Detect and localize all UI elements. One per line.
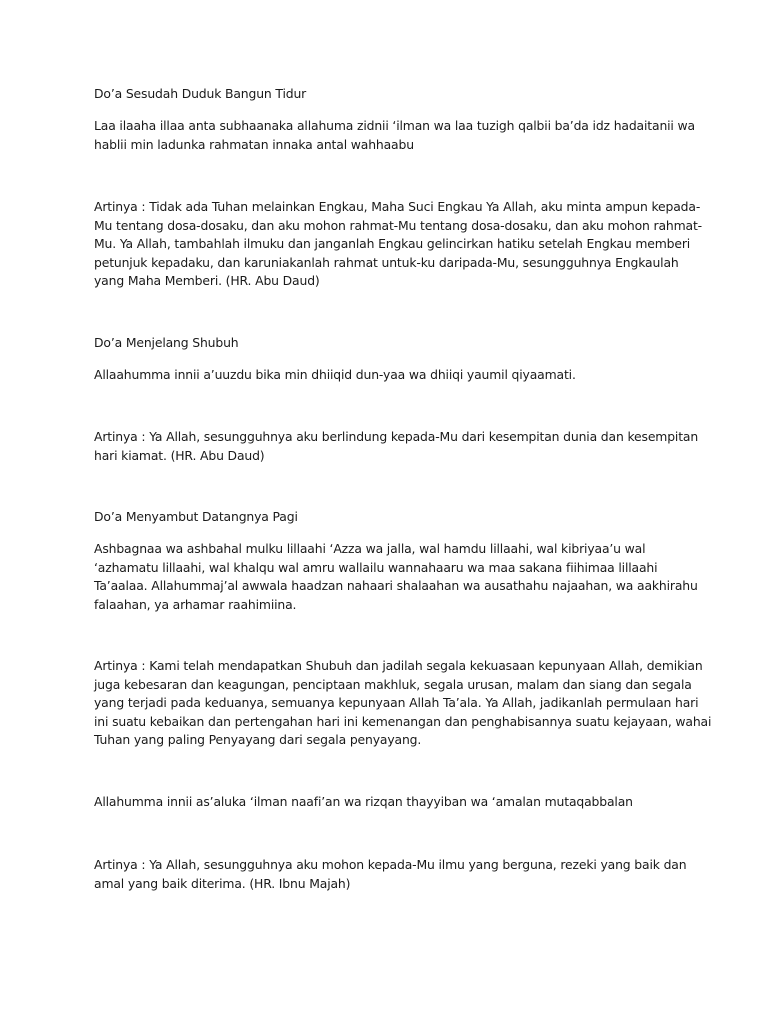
text-line: Tuhan yang paling Penyayang dari segala penyayang. — [94, 732, 422, 748]
translation-knowledge — [94, 856, 687, 893]
prayer-heading-after-waking — [94, 85, 684, 104]
prayer-heading-morning — [94, 508, 684, 527]
prayer-text-after-waking — [94, 117, 695, 154]
text-line: Ashbagnaa wa ashbahal mulku lillaahi ‘Azza wa jalla, wal hamdu lillaahi, wal kibriyaa’u wal — [94, 541, 646, 556]
prayer-heading-before-dawn — [94, 334, 684, 353]
text-line: Artinya : Tidak ada Tuhan melainkan Engkau, Maha Suci Engkau Ya Allah, aku minta ampun kepada- — [94, 199, 701, 214]
text-line: Allahumma innii as’aluka ‘ilman naafi’an wa rizqan thayyiban wa ‘amalan mutaqabbalan — [94, 794, 633, 809]
text-line: juga kebesaran dan keagungan, penciptaan makhluk, segala urusan, malam dan siang dan segala — [94, 676, 692, 692]
text-line: Mu. Ya Allah, tambahlah ilmuku dan janganlah Engkau gelincirkan hatiku setelah Engkau memberi — [94, 236, 691, 252]
text-line: Allaahumma innii a’uuzdu bika min dhiiqid dun-yaa wa dhiiqi yaumil qiyaamati. — [94, 367, 576, 382]
text-line: falaahan, ya arhamar raahimiina. — [94, 596, 297, 612]
translation-morning — [94, 657, 712, 750]
text-line: Artinya : Ya Allah, sesungguhnya aku mohon kepada-Mu ilmu yang berguna, rezeki yang baik dan — [94, 857, 687, 872]
text-line: Do’a Menyambut Datangnya Pagi — [94, 509, 298, 524]
prayer-text-morning — [94, 540, 698, 614]
text-line: yang terjadi pada keduanya, semuanya kepunyaan Allah Ta’ala. Ya Allah, jadikanlah permulaan hari — [94, 695, 699, 711]
text-line: Artinya : Kami telah mendapatkan Shubuh dan jadilah segala kekuasaan kepunyaan Allah, demikian — [94, 658, 703, 673]
text-line: ini suatu kebaikan dan pertengahan hari ini kemenangan dan penghabisannya suatu kejayaan, wahai — [94, 713, 712, 729]
text-line: Artinya : Ya Allah, sesungguhnya aku berlindung kepada-Mu dari kesempitan dunia dan kesempitan — [94, 429, 699, 444]
text-line: Laa ilaaha illaa anta subhaanaka allahuma zidnii ‘ilman wa laa tuzigh qalbii ba’da idz hadaitanii wa — [94, 118, 695, 133]
text-line: amal yang baik diterima. (HR. Ibnu Majah) — [94, 875, 351, 891]
text-line: yang Maha Memberi. (HR. Abu Daud) — [94, 273, 320, 289]
text-line: petunjuk kepadaku, dan karuniakanlah rahmat untuk-ku daripada-Mu, sesungguhnya Engkaulah — [94, 254, 679, 270]
text-line: hari kiamat. (HR. Abu Daud) — [94, 447, 265, 463]
text-line: Mu tentang dosa-dosaku, dan aku mohon rahmat-Mu tentang dosa-dosaku, dan aku mohon rahmat- — [94, 217, 702, 233]
prayer-text-before-dawn — [94, 366, 684, 385]
translation-after-waking — [94, 198, 702, 291]
text-line: Ta’aalaa. Allahummaj’al awwala haadzan nahaari shalaahan wa ausathahu najaahan, wa aakhirahu — [94, 578, 698, 594]
text-line: Do’a Menjelang Shubuh — [94, 335, 239, 350]
text-line: ‘azhamatu lillaahi, wal khalqu wal amru wallailu wannahaaru wa maa sakana fiihimaa lillaahi — [94, 559, 658, 575]
translation-before-dawn — [94, 428, 699, 465]
prayer-text-knowledge — [94, 793, 684, 812]
text-line: hablii min ladunka rahmatan innaka antal wahhaabu — [94, 136, 414, 152]
text-line: Do’a Sesudah Duduk Bangun Tidur — [94, 86, 307, 101]
